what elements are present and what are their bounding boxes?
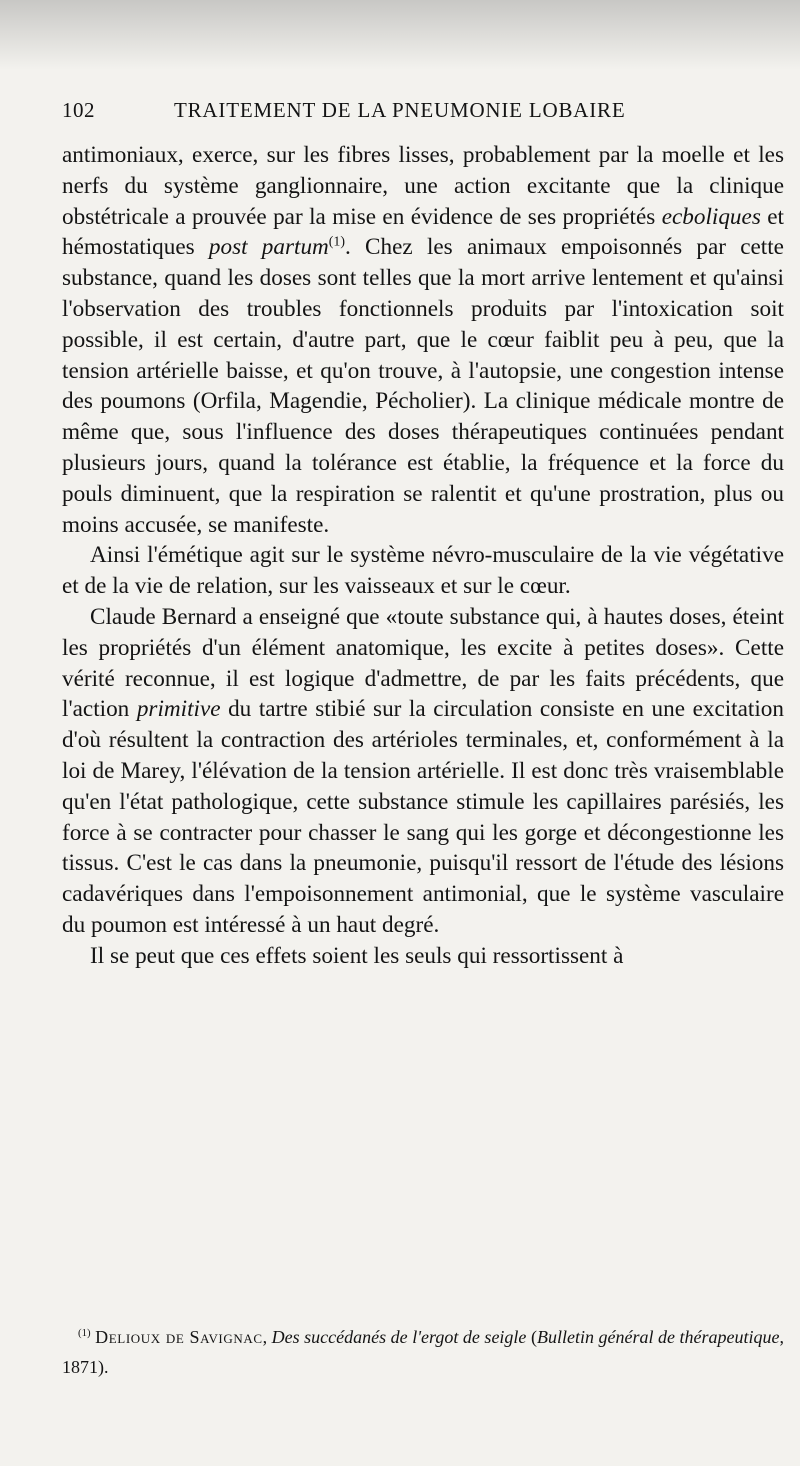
- main-text: [62, 140, 784, 972]
- scan-shadow: [0, 0, 800, 70]
- running-title: TRAITEMENT DE LA PNEUMONIE LOBAIRE: [174, 98, 626, 122]
- footnote-title: Des succédanés de l'ergot de seigle: [271, 1327, 527, 1347]
- footnote-journal: Bulletin général de thérapeutique: [536, 1327, 780, 1347]
- paragraph-4: Il se peut que ces effets soient les seuls qui ressortissent à: [90, 942, 624, 969]
- paragraph-1: antimoniaux, exerce, sur les fibres lisses, probablement par la moelle et les nerfs du système ganglionnaire, une action excitante que la clinique obstétricale a prouvée par la mise en évidence de ses propriétés ecboliques et hémostatiques post partum$^{(1)}$. Chez les animaux empoisonnés par cette substance, quand les doses sont telles que la mort arrive lentement et qu'ainsi l'observation des troubles fonctionnels produits par l'intoxication soit possible, il est certain, d'autre part, que le cœur faiblit peu à peu, que la tension artérielle baisse, et qu'on trouve, à l'autopsie, une congestion intense des poumons (Orfila, Magendie, Pécholier). La clinique médicale montre de même que, sous l'influence des doses thérapeutiques continuées pendant plusieurs jours, quand la tolérance est établie, la fréquence et la force du pouls diminuent, que la respiration se ralentit et qu'une prostration, plus ou moins accusée, se manifeste.: [62, 142, 785, 538]
- footnote: $^{(1)}$ Delioux de Savignac, Des succédanés de l'ergot de seigle (Bulletin général de thérapeutique, 1871).: [62, 1327, 785, 1377]
- paragraph-2: Ainsi l'émétique agit sur le système névro-musculaire de la vie végétative et de la vie de relation, sur les vaisseaux et sur le cœur.: [62, 542, 784, 600]
- footnote-reference[interactable]: (1): [328, 234, 346, 250]
- paragraph-3: Claude Bernard a enseigné que «toute substance qui, à hautes doses, éteint les propriétés d'un élément anatomique, les excite à petites doses». Cette vérité reconnue, il est logique d'admettre, de par les faits précédents, que l'action primitive du tartre stibié sur la circulation consiste en une excitation d'où résultent la contraction des artérioles terminales, et, conformément à la loi de Marey, l'élévation de la tension artérielle. Il est donc très vraisemblable qu'en l'état pathologique, cette substance stimule les capillaires parésiés, les force à se contracter pour chasser le sang qui les gorge et décongestionne les tissus. C'est le cas dans la pneumonie, puisqu'il ressort de l'étude des lésions cadavériques dans l'empoisonnement antimonial, que le système vasculaire du poumon est intéressé à un haut degré.: [62, 603, 784, 938]
- footnote-author: Delioux de Savignac: [95, 1327, 263, 1347]
- page-number: 102: [62, 98, 95, 122]
- footnote-mark: (1): [78, 1327, 91, 1339]
